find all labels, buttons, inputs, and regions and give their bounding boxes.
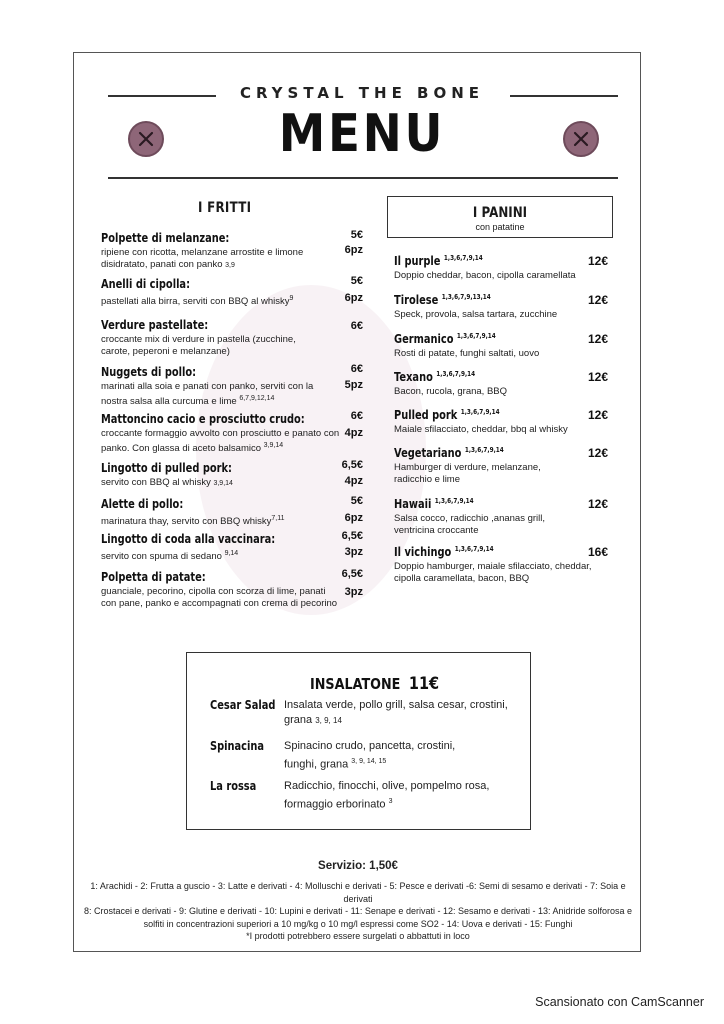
brand-name: CRYSTAL THE BONE bbox=[239, 84, 485, 102]
item-allergens: 3 bbox=[388, 798, 393, 805]
item-allergens: 1,3,6,7,9,13,14 bbox=[441, 293, 491, 301]
item-name: Nuggets di pollo: bbox=[101, 365, 197, 379]
item-name: Tirolese bbox=[394, 293, 439, 307]
item-name: Alette di pollo: bbox=[101, 497, 184, 511]
item-name: Polpette di melanzane: bbox=[101, 231, 230, 245]
item-allergens: 1,3,6,7,9,14 bbox=[434, 497, 474, 505]
fork-knife-icon bbox=[571, 129, 591, 149]
item-description: pastellati alla birra, serviti con BBQ al whisky bbox=[101, 296, 290, 308]
item-allergens: 7,11 bbox=[271, 515, 285, 522]
item-name: Il vichingo bbox=[394, 545, 452, 559]
page-title: MENU bbox=[278, 104, 446, 164]
item-name: Pulled pork bbox=[394, 408, 458, 422]
panini-item bbox=[394, 444, 612, 486]
item-price: 6,5€ bbox=[341, 530, 363, 542]
item-price: 6€ bbox=[350, 410, 363, 422]
item-description: Spinacino crudo, pancetta, crostini, funghi, grana bbox=[284, 740, 456, 771]
insalatone-title: INSALATONE bbox=[310, 675, 401, 693]
item-allergens: 1,3,6,7,9,14 bbox=[460, 408, 500, 416]
item-price: 5€ bbox=[350, 495, 363, 507]
fritti-item bbox=[101, 568, 363, 610]
item-description: Doppio hamburger, maiale sfilacciato, cheddar, cipolla caramellata, bacon, BBQ bbox=[394, 561, 592, 584]
allergen-legend bbox=[80, 880, 636, 943]
item-allergens: 6,7,9,12,14 bbox=[239, 395, 275, 402]
item-price: 5€ bbox=[350, 275, 363, 287]
fritti-title: I FRITTI bbox=[198, 200, 252, 216]
item-name: La rossa bbox=[210, 779, 257, 793]
item-description: Insalata verde, pollo grill, salsa cesar, crostini, grana bbox=[284, 699, 508, 726]
panini-item bbox=[394, 543, 612, 585]
item-description: Maiale sfilacciato, cheddar, bbq al whisky bbox=[394, 424, 568, 435]
item-quantity: 5pz bbox=[344, 379, 363, 391]
item-price: 6€ bbox=[350, 320, 363, 332]
item-quantity: 3pz bbox=[344, 586, 363, 598]
item-allergens: 3,9 bbox=[225, 262, 235, 269]
fritti-item bbox=[101, 410, 363, 455]
panini-item bbox=[394, 406, 612, 436]
item-name: Texano bbox=[394, 370, 433, 384]
item-description: Bacon, rucola, grana, BBQ bbox=[394, 386, 508, 397]
fritti-item bbox=[101, 363, 363, 408]
panini-header-box bbox=[387, 196, 613, 238]
item-quantity: 3pz bbox=[344, 546, 363, 558]
item-allergens: 9,14 bbox=[224, 550, 239, 557]
item-description: Salsa cocco, radicchio ,ananas grill, ventricina croccante bbox=[394, 513, 546, 536]
item-name: Spinacina bbox=[210, 739, 265, 753]
insalatone-price: 11€ bbox=[408, 674, 440, 694]
cutlery-emblem-left bbox=[128, 121, 164, 157]
item-price: 6€ bbox=[350, 363, 363, 375]
item-quantity: 6pz bbox=[344, 512, 363, 524]
panini-title: I PANINI bbox=[472, 205, 528, 221]
insalatone-heading bbox=[310, 674, 439, 694]
panini-item bbox=[394, 330, 612, 360]
item-description: Hamburger di verdure, melanzane, radicchio e lime bbox=[394, 462, 541, 485]
item-price: 12€ bbox=[587, 408, 608, 422]
fritti-item bbox=[101, 229, 363, 272]
item-allergens: 3,9,14 bbox=[263, 442, 284, 449]
fritti-item bbox=[101, 530, 363, 563]
fritti-item bbox=[101, 316, 363, 358]
item-description: ripiene con ricotta, melanzane arrostite e limone disidratato, panati con panko bbox=[101, 247, 304, 270]
item-quantity: 4pz bbox=[344, 475, 363, 487]
item-description: croccante formaggio avvolto con prosciutto e panato con panko. Con glassa di aceto balsamico bbox=[101, 428, 340, 455]
item-price: 12€ bbox=[587, 497, 608, 511]
item-allergens: 1,3,6,7,9,14 bbox=[464, 446, 504, 454]
item-name: Anelli di cipolla: bbox=[101, 277, 191, 291]
item-allergens: 1,3,6,7,9,14 bbox=[456, 332, 496, 340]
item-price: 12€ bbox=[587, 446, 608, 460]
item-price: 12€ bbox=[587, 254, 608, 268]
item-name: Verdure pastellate: bbox=[101, 318, 209, 332]
item-allergens: 9 bbox=[289, 295, 294, 302]
cutlery-emblem-right bbox=[563, 121, 599, 157]
item-description: marinati alla soia e panati con panko, serviti con la nostra salsa alla curcuma e lime bbox=[101, 381, 314, 408]
item-allergens: 1,3,6,7,9,14 bbox=[454, 545, 494, 553]
item-quantity: 6pz bbox=[344, 244, 363, 256]
panini-item bbox=[394, 368, 612, 398]
panini-subtitle: con patatine bbox=[475, 222, 525, 232]
fritti-item bbox=[101, 495, 363, 528]
item-name: Polpetta di patate: bbox=[101, 570, 206, 584]
allergen-legend-line: 8: Crostacei e derivati - 9: Glutine e derivati - 10: Lupini e derivati - 11: Senape e derivati - 12: Sesamo e derivati - 13: Anidride solforosa e solfiti in concentrazioni superiori a 10 mg/kg o 10 mg/l espressi come SO2 - 14: Uova e derivati - 15: Funghi bbox=[83, 906, 633, 929]
item-name: Il purple bbox=[394, 254, 441, 268]
item-description: marinatura thay, servito con BBQ whisky bbox=[101, 516, 272, 528]
item-price: 12€ bbox=[587, 332, 608, 346]
item-description: Radicchio, finocchi, olive, pompelmo rosa, formaggio erborinato bbox=[284, 780, 490, 811]
item-description: servito con spuma di sedano bbox=[101, 551, 222, 563]
item-description: Rosti di patate, funghi saltati, uovo bbox=[394, 348, 540, 359]
fork-knife-icon bbox=[136, 129, 156, 149]
item-name: Vegetariano bbox=[394, 446, 462, 460]
panini-item bbox=[394, 495, 612, 537]
allergen-legend-line: 1: Arachidi - 2: Frutta a guscio - 3: Latte e derivati - 4: Molluschi e derivati - 5: Pesce e derivati -6: Semi di sesamo e derivati - 7: Soia e derivati bbox=[90, 881, 626, 904]
item-name: Lingotto di pulled pork: bbox=[101, 461, 232, 475]
fritti-item bbox=[101, 275, 363, 308]
item-price: 5€ bbox=[350, 229, 363, 241]
item-allergens: 1,3,6,7,9,14 bbox=[436, 370, 476, 378]
service-charge: Servizio: 1,50€ bbox=[318, 860, 398, 872]
item-price: 12€ bbox=[587, 293, 608, 307]
item-name: Germanico bbox=[394, 332, 454, 346]
item-description: guanciale, pecorino, cipolla con scorza di lime, panati con pane, panko e accompagnati con crema di pecorino bbox=[101, 586, 338, 609]
item-allergens: 3, 9, 14 bbox=[315, 716, 342, 725]
item-price: 6,5€ bbox=[341, 568, 363, 580]
item-description: Doppio cheddar, bacon, cipolla caramellata bbox=[394, 270, 576, 281]
header-rule-bottom bbox=[108, 177, 618, 179]
item-name: Mattoncino cacio e prosciutto crudo: bbox=[101, 412, 305, 426]
item-allergens: 1,3,6,7,9,14 bbox=[443, 254, 483, 262]
item-name: Cesar Salad bbox=[210, 698, 276, 712]
item-description: Speck, provola, salsa tartara, zucchine bbox=[394, 309, 558, 320]
fritti-item bbox=[101, 459, 363, 490]
item-name: Lingotto di coda alla vaccinara: bbox=[101, 532, 276, 546]
item-price: 12€ bbox=[587, 370, 608, 384]
item-quantity: 6pz bbox=[344, 292, 363, 304]
item-name: Hawaii bbox=[394, 497, 432, 511]
panini-item bbox=[394, 291, 612, 321]
panini-item bbox=[394, 252, 612, 282]
item-price: 16€ bbox=[587, 545, 608, 559]
frozen-note: *I prodotti potrebbero essere surgelati o abbattuti in loco bbox=[246, 931, 470, 941]
item-allergens: 3,9,14 bbox=[213, 480, 233, 487]
item-description: croccante mix di verdure in pastella (zucchine, carote, peperoni e melanzane) bbox=[101, 334, 296, 357]
item-price: 6,5€ bbox=[341, 459, 363, 471]
item-quantity: 4pz bbox=[344, 427, 363, 439]
item-allergens: 3, 9, 14, 15 bbox=[351, 758, 387, 765]
item-description: servito con BBQ al whisky bbox=[101, 477, 211, 488]
scanner-watermark: Scansionato con CamScanner bbox=[535, 995, 704, 1009]
